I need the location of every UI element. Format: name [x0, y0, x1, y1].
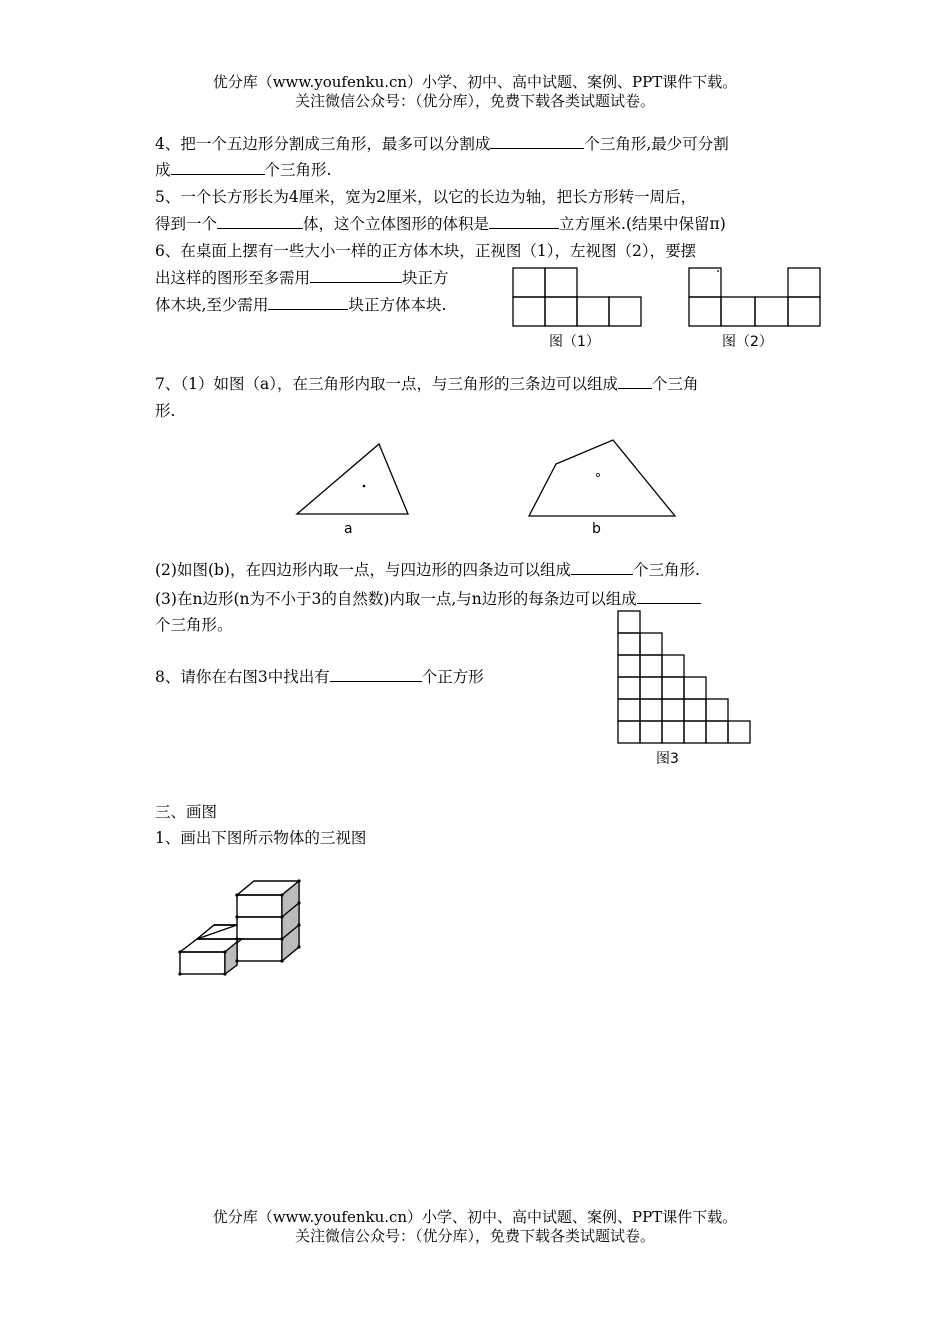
figure-2-left-view	[688, 267, 824, 329]
header-line-2: 关注微信公众号：（优分库），免费下载各类试题试卷。	[294, 92, 655, 110]
figure-b-quadrilateral	[526, 438, 678, 518]
header-line-1: 优分库（www.youfenku.cn）小学、初中、高中试题、案例、PPT课件下载。	[212, 73, 738, 91]
q5-line-2: 得到一个 体，这个立体图形的体积是 立方厘米.(结果中保留π)	[155, 215, 726, 233]
q4-line-2: 成 个三角形.	[155, 161, 332, 179]
q6-line-2: 出这样的图形至多需用 块正方	[155, 269, 449, 287]
q5-line-1: 5、一个长方形长为4厘米，宽为2厘米，以它的长边为轴，把长方形转一周后，	[155, 188, 697, 206]
q7-line-2: 形.	[155, 402, 176, 420]
q7-part-2: (2)如图(b)，在四边形内取一点，与四边形的四条边可以组成 个三角形.	[155, 561, 700, 579]
q6-line-3: 体木块,至少需用 块正方体本块.	[155, 296, 447, 314]
q4-line-1: 4、把一个五边形分割成三角形，最多可以分割成 个三角形,最少可分割	[155, 135, 729, 153]
footer-line-1: 优分库（www.youfenku.cn）小学、初中、高中试题、案例、PPT课件下载。	[212, 1208, 738, 1226]
section-3-question-1: 1、画出下图所示物体的三视图	[155, 829, 367, 847]
figure-1-caption: 图（1）	[549, 334, 600, 350]
figure-3-caption: 图3	[656, 751, 679, 767]
q7-part-3: (3)在n边形(n为不小于3的自然数)内取一点,与n边形的每条边可以组成	[155, 589, 701, 609]
figure-a-triangle	[295, 442, 410, 517]
q7-line-1: 7、（1）如图（a），在三角形内取一点，与三角形的三条边可以组成 个三角	[155, 375, 699, 393]
q8-text: 8、请你在右图3中找出有 个正方形	[155, 668, 484, 686]
q7-part-3-line-2: 个三角形。	[155, 616, 233, 634]
figure-a-caption: a	[344, 521, 353, 537]
figure-2-caption: 图（2）	[722, 334, 773, 350]
cube-stack-drawing	[178, 878, 304, 976]
figure-b-caption: b	[592, 521, 601, 537]
footer-line-2: 关注微信公众号：（优分库），免费下载各类试题试卷。	[294, 1227, 655, 1245]
q6-line-1: 6、在桌面上摆有一些大小一样的正方体木块，正视图（1），左视图（2），要摆	[155, 242, 697, 260]
figure-3-staircase-grid	[617, 610, 752, 746]
section-3-title: 三、画图	[155, 803, 218, 821]
figure-1-front-view	[512, 267, 644, 329]
